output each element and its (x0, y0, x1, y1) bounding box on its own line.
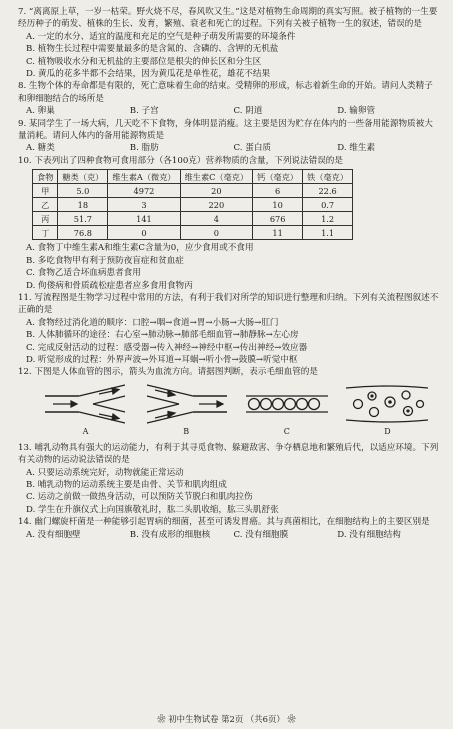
question-7 (18, 6, 441, 80)
column-header: 铁（毫克） (303, 170, 353, 184)
vessel-diagram-a (38, 382, 133, 442)
vessel-diagram-c (239, 382, 334, 442)
option-a: A. 食物经过消化道的顺序：口腔→咽→食道→胃→小肠→大肠→肛门 (26, 317, 279, 328)
option-a: A. 卵巢 (26, 106, 55, 117)
table-cell: 0 (180, 226, 253, 240)
table-cell: 10 (253, 198, 303, 212)
option-b: B. 哺乳动物的运动系统主要是由骨、关节和肌肉组成 (26, 479, 227, 490)
table-cell: 4 (180, 212, 253, 226)
table-row (33, 198, 353, 212)
table-cell: 11 (253, 226, 303, 240)
table-cell: 18 (58, 198, 108, 212)
column-header: 维生素C（毫克） (180, 170, 253, 184)
table-cell: 20 (180, 184, 253, 198)
option-d: D. 佝偻病和骨质疏松症患者应多食用食物丙 (26, 280, 193, 291)
table-cell: 5.0 (58, 184, 108, 198)
table-cell: 141 (108, 212, 180, 226)
diagram-label: D (384, 426, 391, 436)
option-c: C. 蛋白质 (233, 143, 272, 154)
table-cell: 丙 (33, 212, 58, 226)
diagram-label: B (183, 426, 190, 436)
option-c: C. 阴道 (233, 106, 263, 117)
diagram-label: A (82, 426, 89, 436)
question-12 (18, 366, 441, 441)
option-c: C. 植物吸收水分和无机盐的主要部位是根尖的伸长区和分生区 (26, 56, 262, 67)
option-a: A. 一定的水分、适宜的温度和充足的空气是种子萌发所需要的环境条件 (26, 31, 296, 42)
column-header: 钙（毫克） (253, 170, 303, 184)
option-a: A. 食物丁中维生素A和维生素C含量为0，应少食用或不食用 (26, 243, 254, 254)
nutrition-table (32, 169, 353, 240)
artery-branching-icon (43, 382, 129, 426)
column-header: 食物 (33, 170, 58, 184)
question-stem: 10. 下表列出了四种食物可食用部分（各100克）营养物质的含量，下列说法错误的是 (18, 155, 343, 166)
option-c: C. 运动之前做一做热身活动，可以预防关节脱臼和肌肉拉伤 (26, 492, 253, 503)
option-a: A. 糖类 (26, 143, 55, 154)
option-d: D. 听觉形成的过程：外界声波→外耳道→耳蜗→听小骨→鼓膜→听觉中枢 (26, 354, 298, 365)
blood-vessel-diagrams (38, 382, 435, 442)
question-10 (18, 155, 441, 292)
question-stem: 12. 下图是人体血管的图示，箭头为血流方向。请据图判断，表示毛细血管的是 (18, 367, 318, 378)
option-b: B. 脂肪 (129, 143, 159, 154)
table-row (33, 212, 353, 226)
table-cell: 3 (108, 198, 180, 212)
table-header-row (33, 170, 353, 184)
option-b: B. 多吃食物甲有利于预防夜盲症和贫血症 (26, 255, 184, 266)
option-b: B. 人体肺循环的途径：右心室→肺动脉→肺部毛细血管→肺静脉→左心房 (26, 330, 299, 341)
table-cell: 220 (180, 198, 253, 212)
table-cell: 0.7 (303, 198, 353, 212)
table-cell: 乙 (33, 198, 58, 212)
option-c: C. 食物乙适合坏血病患者食用 (26, 268, 141, 279)
question-stem: 7. “离离原上草，一岁一枯荣。野火烧不尽，春风吹又生。”这是对植物生命周期的真实写照。被子植物的一生要经历种子的萌发、植株的生长、发育，繁殖、衰老和死亡的过程。下列有关被子植物一生的叙述，错误的是 (18, 7, 438, 30)
option-a: A. 没有细胞壁 (26, 529, 81, 540)
option-b: B. 植物生长过程中需要量最多的是含氮的、含磷的、含钾的无机盐 (26, 44, 279, 55)
table-cell: 甲 (33, 184, 58, 198)
column-header: 糖类（克） (58, 170, 108, 184)
diagram-label: C (283, 426, 290, 436)
question-8 (18, 80, 441, 117)
option-d: D. 学生在升旗仪式上向国旗敬礼时，肱二头肌收缩，肱三头肌舒张 (26, 504, 279, 515)
table-cell: 1.1 (303, 226, 353, 240)
wide-vessel-cells-icon (344, 382, 430, 426)
option-c: C. 没有细胞膜 (233, 529, 289, 540)
option-c: C. 完成反射活动的过程：感受器→传入神经→神经中枢→传出神经→效应器 (26, 342, 308, 353)
option-d: D. 输卵管 (337, 106, 376, 117)
question-13 (18, 442, 441, 516)
vessel-diagram-d (340, 382, 435, 442)
vessel-diagram-b (139, 382, 234, 442)
table-cell: 0 (108, 226, 180, 240)
page-footer: ❀ 初中生物试卷 第2页 （共6页） ❀ (157, 713, 296, 724)
table-cell: 丁 (33, 226, 58, 240)
table-row (33, 184, 353, 198)
question-11 (18, 292, 441, 366)
question-stem: 9. 某同学生了一场大病，几天吃不下食物，身体明显消瘦。这主要是因为贮存在体内的一些备用能源物质被大量消耗。请问人体内的备用能源物质是 (18, 118, 433, 142)
option-a: A. 只要运动系统完好，动物就能正常运动 (26, 467, 184, 478)
table-cell: 22.6 (303, 184, 353, 198)
table-row (33, 226, 353, 240)
table-cell: 676 (253, 212, 303, 226)
option-d: D. 维生素 (337, 143, 376, 154)
question-stem: 14. 幽门螺旋杆菌是一种能够引起胃病的细菌，甚至可诱发胃癌。其与真菌相比，在细胞结构上的主要区别是 (18, 517, 430, 528)
vein-converging-icon (143, 382, 229, 426)
table-cell: 51.7 (58, 212, 108, 226)
option-b: B. 没有成形的细胞核 (129, 529, 211, 540)
table-cell: 1.2 (303, 212, 353, 226)
option-b: B. 子宫 (129, 106, 159, 117)
capillary-single-file-icon (244, 382, 330, 426)
table-cell: 6 (253, 184, 303, 198)
question-stem: 8. 生物个体的寿命都是有限的，死亡意味着生命的结束。受精卵的形成，标志着新生命的开始。请问人类精子和卵细胞结合的场所是 (18, 81, 433, 104)
column-header: 维生素A（微克） (108, 170, 180, 184)
option-d: D. 黄瓜的花多半都不会结果，因为黄瓜花是单性花，雄花不结果 (26, 69, 271, 80)
question-stem: 13. 哺乳动物具有强大的运动能力，有利于其寻觅食物、躲避敌害、争夺栖息地和繁殖后代，以适应环境。下列有关动物的运动说法错误的是 (18, 442, 439, 466)
table-cell: 4972 (108, 184, 180, 198)
question-14 (18, 516, 441, 541)
table-cell: 76.8 (58, 226, 108, 240)
option-d: D. 没有细胞结构 (337, 529, 401, 540)
question-9 (18, 118, 441, 155)
question-stem: 11. 写流程图是生物学习过程中常用的方法，有利于我们对所学的知识进行整理和归纳。下列有关流程图叙述不正确的是 (18, 292, 439, 316)
